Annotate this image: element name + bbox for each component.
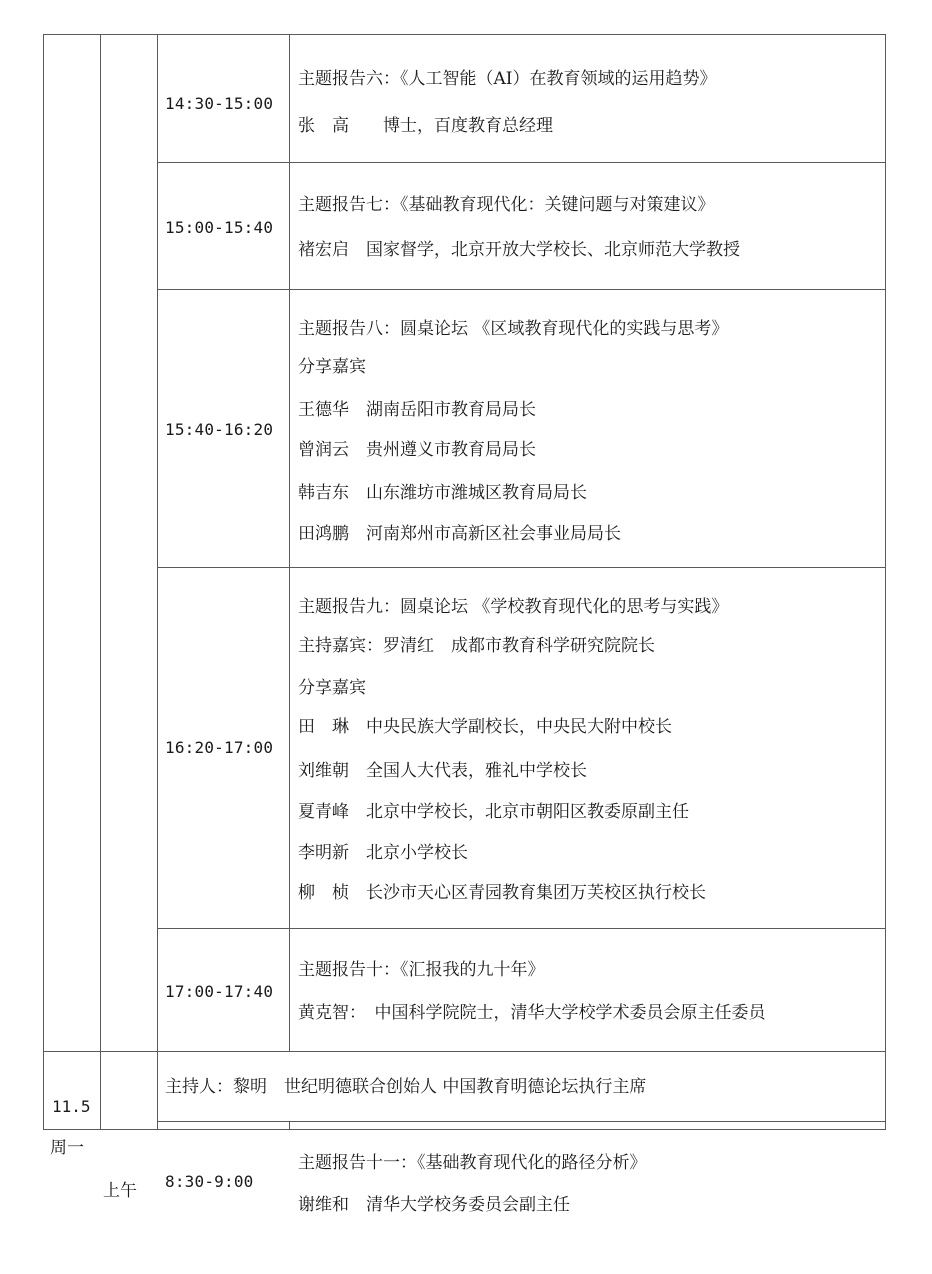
row-divider: [43, 1051, 886, 1052]
column-divider-period: [157, 34, 158, 1129]
session-title: 主题报告十一：《基础教育现代化的路径分析》: [298, 1153, 647, 1173]
row-divider: [157, 1121, 886, 1122]
table-border-left: [43, 34, 44, 1129]
session-host: 主持嘉宾：罗清红 成都市教育科学研究院院长: [298, 636, 655, 656]
session-title: 主题报告六：《人工智能（AI）在教育领域的运用趋势》: [298, 69, 717, 89]
session-title: 主题报告九：圆桌论坛 《学校教育现代化的思考与实践》: [298, 597, 729, 617]
session-title: 主题报告七：《基础教育现代化：关键问题与对策建议》: [298, 195, 715, 215]
session-time: 14:30-15:00: [165, 94, 274, 113]
row-divider: [157, 162, 886, 163]
session-speaker: 王德华 湖南岳阳市教育局局长: [298, 400, 536, 420]
column-divider-time: [289, 34, 290, 1051]
session-time: 17:00-17:40: [165, 982, 274, 1001]
session-speaker: 柳 桢 长沙市天心区青园教育集团万芙校区执行校长: [298, 883, 706, 903]
session-speaker: 曾润云 贵州遵义市教育局局长: [298, 440, 536, 460]
session-subheading: 分享嘉宾: [298, 357, 366, 377]
column-divider-date: [100, 34, 101, 1129]
session-subheading: 分享嘉宾: [298, 678, 366, 698]
table-border-top: [43, 34, 886, 35]
session-speaker: 黄克智： 中国科学院院士，清华大学校学术委员会原主任委员: [298, 1003, 766, 1023]
session-time: 15:40-16:20: [165, 420, 274, 439]
day-date: 11.5: [52, 1097, 91, 1116]
session-host: 主持人：黎明 世纪明德联合创始人 中国教育明德论坛执行主席: [165, 1077, 647, 1097]
session-speaker: 韩吉东 山东潍坊市潍城区教育局局长: [298, 483, 587, 503]
column-divider-time: [289, 1121, 290, 1129]
session-speaker: 李明新 北京小学校长: [298, 843, 468, 863]
session-speaker: 张 高 博士，百度教育总经理: [298, 116, 553, 136]
session-speaker: 田鸿鹏 河南郑州市高新区社会事业局局长: [298, 524, 621, 544]
session-speaker: 田 琳 中央民族大学副校长，中央民大附中校长: [298, 717, 672, 737]
session-title: 主题报告十：《汇报我的九十年》: [298, 960, 545, 980]
session-speaker: 夏青峰 北京中学校长，北京市朝阳区教委原副主任: [298, 802, 689, 822]
session-speaker: 谢维和 清华大学校务委员会副主任: [298, 1195, 570, 1215]
day-weekday: 周一: [50, 1138, 84, 1158]
row-divider: [157, 289, 886, 290]
session-speaker: 刘维朝 全国人大代表，雅礼中学校长: [298, 761, 587, 781]
session-time: 16:20-17:00: [165, 738, 274, 757]
table-border-bottom: [43, 1129, 886, 1130]
session-time: 15:00-15:40: [165, 218, 274, 237]
day-period: 上午: [103, 1181, 137, 1201]
row-divider: [157, 928, 886, 929]
session-speaker: 褚宏启 国家督学，北京开放大学校长、北京师范大学教授: [298, 240, 740, 260]
table-border-right: [885, 34, 886, 1129]
row-divider: [157, 567, 886, 568]
session-time: 8:30-9:00: [165, 1172, 254, 1191]
session-title: 主题报告八：圆桌论坛 《区域教育现代化的实践与思考》: [298, 319, 729, 339]
